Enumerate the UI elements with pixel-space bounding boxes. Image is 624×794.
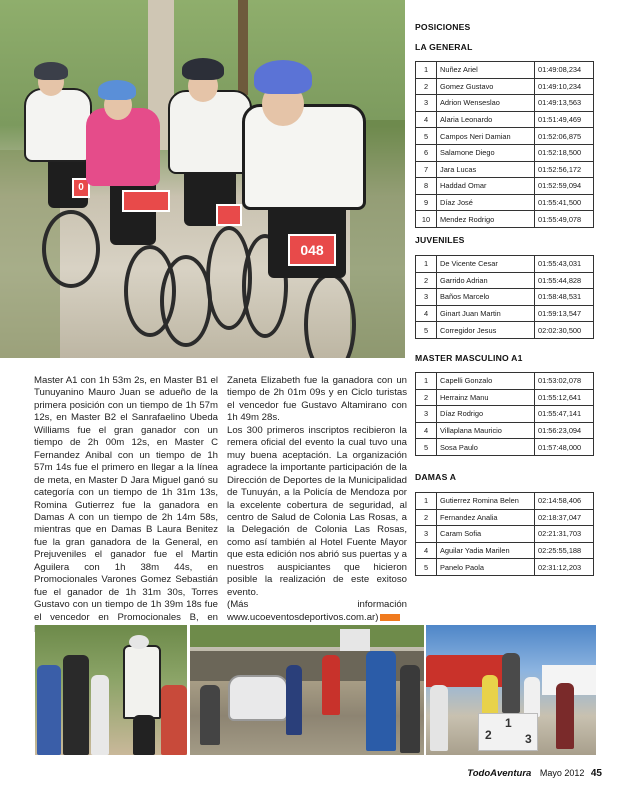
- time-cell: 01:49:08,234: [535, 62, 594, 79]
- article-paragraph: Master A1 con 1h 53m 2s, en Master B1 el Tunuyanino Mauro Juan se adueño de la primera posición con un tiempo de 1h 57m 12s, en Master B2 el Sanrafaelino Ubeda Williams fue el gran ganador con un tiempo de 2h 00m 12s, en Master C Fernandez Anibal con un tiempo de 1h 57m 14s fue el primero en llegar a la línea de meta, en Master D Jara Miguel ganó su categoría con un tiempo de 1h 31m 13s, Romina Gutierrez fue la ganadora en Damas A con un tiempo de 2h 14m 58s, mientras que en Damas B Laura Benitez fue la gran ganadora de la General, en Prejuveniles el ganador fue el Martin Aguilera con 1h 38m 44s, en Promocionales Varones Gomez Sebastián fue el ganador de 1h 31m 30s, Torres Gustavo con un tiempo de 1h 39m 18s fue el vencedor en Promocionales B, en: [34, 375, 218, 623]
- results-row: [416, 422, 594, 439]
- time-cell: 01:55:12,641: [535, 389, 594, 406]
- results-table-damas: [415, 492, 594, 576]
- rider-name-cell: Nuñez Ariel: [437, 62, 535, 79]
- time-cell: 01:58:48,531: [535, 289, 594, 306]
- results-row: [416, 493, 594, 510]
- arrow-icon: [380, 614, 400, 621]
- position-cell: 3: [416, 526, 437, 543]
- section-title-damas: DAMAS A: [415, 472, 457, 482]
- results-row: [416, 305, 594, 322]
- results-row: [416, 526, 594, 543]
- time-cell: 01:52:06,875: [535, 128, 594, 145]
- position-cell: 9: [416, 194, 437, 211]
- rider-name-cell: Herrainz Manu: [437, 389, 535, 406]
- rider-name-cell: Haddad Omar: [437, 178, 535, 195]
- podium-3: 3: [525, 732, 532, 746]
- time-cell: 01:51:49,469: [535, 111, 594, 128]
- position-cell: 1: [416, 256, 437, 273]
- position-cell: 5: [416, 322, 437, 339]
- bike-plate: 048: [288, 234, 336, 266]
- rider-name-cell: Fernandez Analia: [437, 509, 535, 526]
- rider-name-cell: Garrido Adrian: [437, 272, 535, 289]
- rider-name-cell: Aguilar Yadia Marilen: [437, 542, 535, 559]
- position-cell: 2: [416, 509, 437, 526]
- photo-podium: [426, 625, 596, 755]
- time-cell: 02:31:12,203: [535, 559, 594, 576]
- results-row: [416, 322, 594, 339]
- time-cell: 01:52:18,500: [535, 144, 594, 161]
- rider-name-cell: Gomez Gustavo: [437, 78, 535, 95]
- results-row: [416, 62, 594, 79]
- magazine-name: TodoAventura: [467, 768, 532, 779]
- article-paragraph: Zaneta Elizabeth fue la ganadora con un tiempo de 2h 01m 09s y en Ciclo turistas el vencedor fue Gustavo Altamirano con 1h 49m 28s.: [227, 375, 407, 424]
- position-cell: 5: [416, 128, 437, 145]
- results-row: [416, 144, 594, 161]
- rider-name-cell: Campos Neri Damian: [437, 128, 535, 145]
- rider-name-cell: Díaz José: [437, 194, 535, 211]
- rider-name-cell: Salamone Diego: [437, 144, 535, 161]
- article-more-info: (Más información www.ucoeventosdeportivos.com.ar): [227, 599, 407, 623]
- time-cell: 01:52:56,172: [535, 161, 594, 178]
- position-cell: 4: [416, 422, 437, 439]
- rider-name-cell: Mendez Rodrigo: [437, 211, 535, 228]
- time-cell: 02:25:55,188: [535, 542, 594, 559]
- photo-spectators: [35, 625, 187, 755]
- podium-2: 2: [485, 728, 492, 742]
- position-cell: 6: [416, 144, 437, 161]
- time-cell: 01:52:59,094: [535, 178, 594, 195]
- position-cell: 4: [416, 542, 437, 559]
- results-table-general: [415, 61, 594, 228]
- time-cell: 01:49:13,563: [535, 95, 594, 112]
- rider-name-cell: Gutierrez Romina Belen: [437, 493, 535, 510]
- bike-plate: 0: [72, 178, 90, 198]
- results-row: [416, 439, 594, 456]
- position-cell: 3: [416, 95, 437, 112]
- position-cell: 2: [416, 78, 437, 95]
- article-paragraph: Los 300 primeros inscriptos recibieron la remera oficial del evento la cual tuvo una muy buena aceptación. La organización agradece la importante participación de la Dirección de Deportes de la Municipalidad de Tunuyán, a la Policía de Mendoza por la excelente cobertura de seguridad, al centro de Salud de Colonia Las Rosas, a la Delegación de Colonia Las Rosas, como así también al Hotel Fuente Mayor que esta edición nos abrió sus puertas y a nuestros auspiciantes que hicieron posible la realización de este exitoso evento.: [227, 424, 407, 598]
- results-row: [416, 559, 594, 576]
- page-number: 45: [590, 768, 602, 779]
- results-heading: POSICIONES: [415, 22, 471, 32]
- time-cell: 02:21:31,703: [535, 526, 594, 543]
- podium-1: 1: [505, 716, 512, 730]
- time-cell: 01:55:41,500: [535, 194, 594, 211]
- tree-trunk-2: [238, 0, 248, 95]
- results-row: [416, 128, 594, 145]
- time-cell: 01:55:43,031: [535, 256, 594, 273]
- position-cell: 4: [416, 111, 437, 128]
- article-column-1: [34, 375, 218, 637]
- results-row: [416, 78, 594, 95]
- time-cell: 01:55:44,828: [535, 272, 594, 289]
- rider-name-cell: Capelli Gonzalo: [437, 373, 535, 390]
- rider-name-cell: Caram Sofia: [437, 526, 535, 543]
- position-cell: 3: [416, 289, 437, 306]
- rider-name-cell: Panelo Paola: [437, 559, 535, 576]
- position-cell: 1: [416, 373, 437, 390]
- article-column-2: [227, 375, 407, 624]
- page-footer: [467, 768, 602, 779]
- rider-name-cell: Baños Marcelo: [437, 289, 535, 306]
- rider-name-cell: Villaplana Mauricio: [437, 422, 535, 439]
- bike-plate: [216, 204, 242, 226]
- time-cell: 01:55:47,141: [535, 406, 594, 423]
- results-row: [416, 194, 594, 211]
- bike-plate: [122, 190, 170, 212]
- section-title-master: MASTER MASCULINO A1: [415, 353, 523, 363]
- position-cell: 5: [416, 559, 437, 576]
- results-table-juveniles: [415, 255, 594, 339]
- rider-name-cell: De Vicente Cesar: [437, 256, 535, 273]
- results-row: [416, 509, 594, 526]
- results-row: [416, 178, 594, 195]
- results-row: [416, 211, 594, 228]
- time-cell: 02:18:37,047: [535, 509, 594, 526]
- results-table-master: [415, 372, 594, 456]
- position-cell: 5: [416, 439, 437, 456]
- rider-name-cell: Ginart Juan Martin: [437, 305, 535, 322]
- results-row: [416, 256, 594, 273]
- time-cell: 01:57:48,000: [535, 439, 594, 456]
- position-cell: 1: [416, 62, 437, 79]
- section-title-general: LA GENERAL: [415, 42, 473, 52]
- position-cell: 3: [416, 406, 437, 423]
- position-cell: 2: [416, 272, 437, 289]
- position-cell: 1: [416, 493, 437, 510]
- time-cell: 01:56:23,094: [535, 422, 594, 439]
- position-cell: 8: [416, 178, 437, 195]
- results-row: [416, 272, 594, 289]
- rider-name-cell: Corregidor Jesus: [437, 322, 535, 339]
- rider-name-cell: Jara Lucas: [437, 161, 535, 178]
- time-cell: 02:02:30,500: [535, 322, 594, 339]
- pace-car: [228, 675, 288, 721]
- time-cell: 01:55:49,078: [535, 211, 594, 228]
- results-row: [416, 161, 594, 178]
- position-cell: 2: [416, 389, 437, 406]
- results-row: [416, 111, 594, 128]
- section-title-juveniles: JUVENILES: [415, 235, 465, 245]
- results-row: [416, 389, 594, 406]
- results-row: [416, 289, 594, 306]
- rider-name-cell: Alaria Leonardo: [437, 111, 535, 128]
- time-cell: 01:59:13,547: [535, 305, 594, 322]
- rider-name-cell: Díaz Rodrigo: [437, 406, 535, 423]
- rider-name-cell: Adrion Wenseslao: [437, 95, 535, 112]
- position-cell: 4: [416, 305, 437, 322]
- results-row: [416, 373, 594, 390]
- position-cell: 10: [416, 211, 437, 228]
- time-cell: 01:49:10,234: [535, 78, 594, 95]
- rider-name-cell: Sosa Paulo: [437, 439, 535, 456]
- issue-date: Mayo 2012: [539, 768, 585, 778]
- results-row: [416, 95, 594, 112]
- hero-photo-race: [0, 0, 405, 358]
- time-cell: 01:53:02,078: [535, 373, 594, 390]
- position-cell: 7: [416, 161, 437, 178]
- time-cell: 02:14:58,406: [535, 493, 594, 510]
- photo-start-line: [190, 625, 424, 755]
- results-row: [416, 406, 594, 423]
- podium: [478, 713, 538, 751]
- results-row: [416, 542, 594, 559]
